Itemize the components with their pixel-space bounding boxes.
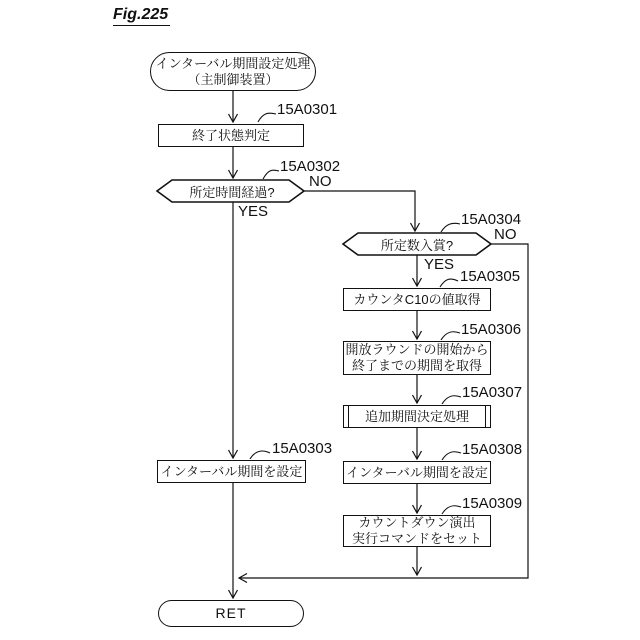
branch-yes-15A0302: YES xyxy=(238,203,269,220)
leader-15A0308 xyxy=(442,452,461,460)
process-end-state-judgment xyxy=(158,124,304,147)
process-open-round-period-line1: 開放ラウンドの開始から xyxy=(345,342,489,358)
subroutine-additional-period-label: 追加期間決定処理 xyxy=(364,408,469,424)
ref-label-15A0302: 15A0302 xyxy=(280,158,341,175)
ref-label-15A0308: 15A0308 xyxy=(462,441,523,458)
return-terminal xyxy=(158,600,304,627)
return-terminal-label: RET xyxy=(215,604,247,621)
ref-label-15A0305: 15A0305 xyxy=(460,268,521,285)
process-countdown-command xyxy=(343,515,491,547)
subroutine-additional-period xyxy=(343,405,491,428)
leader-15A0302 xyxy=(263,170,279,179)
branch-no-15A0304: NO xyxy=(494,226,517,243)
leader-15A0306 xyxy=(441,332,460,340)
ref-label-15A0303: 15A0303 xyxy=(272,440,333,457)
subroutine-right-bar xyxy=(485,406,486,427)
ref-label-15A0304: 15A0304 xyxy=(461,211,522,228)
process-counter-value xyxy=(343,288,491,311)
process-open-round-period xyxy=(343,341,491,375)
subroutine-left-bar xyxy=(348,406,349,427)
ref-label-15A0306: 15A0306 xyxy=(461,321,522,338)
decision-prize-count-label: 所定数入賞? xyxy=(380,237,454,253)
leader-15A0309 xyxy=(442,506,461,514)
process-interval-set-right xyxy=(343,461,491,484)
decision-prize-count xyxy=(345,233,489,255)
decision-time-elapsed-label: 所定時間経過? xyxy=(189,184,275,200)
ref-label-15A0309: 15A0309 xyxy=(462,495,523,512)
leader-15A0301 xyxy=(258,113,276,122)
branch-yes-15A0304: YES xyxy=(424,256,455,273)
leader-15A0307 xyxy=(442,396,461,404)
start-terminal-line1: インターバル期間設定処理 xyxy=(155,55,311,71)
ref-label-15A0307: 15A0307 xyxy=(462,384,523,401)
process-countdown-command-line2: 実行コマンドをセット xyxy=(351,531,482,546)
ref-label-15A0301: 15A0301 xyxy=(277,101,338,118)
decision-time-elapsed xyxy=(160,180,304,202)
process-interval-set-left-label: インターバル期間を設定 xyxy=(160,463,303,479)
process-end-state-judgment-label: 終了状態判定 xyxy=(191,127,270,143)
figure-title: Fig.225 xyxy=(113,6,170,26)
start-terminal xyxy=(150,52,316,91)
process-counter-value-label: カウンタC10の値取得 xyxy=(353,291,481,307)
leader-15A0305 xyxy=(440,279,458,287)
connector-no-15A0302-to-15A0304 xyxy=(304,191,415,231)
leader-15A0303 xyxy=(250,451,270,459)
leader-15A0304 xyxy=(441,223,460,232)
process-interval-set-left xyxy=(157,460,306,483)
branch-no-15A0302: NO xyxy=(309,173,332,190)
start-terminal-line2: （主制御装置） xyxy=(187,71,279,87)
process-open-round-period-line2: 終了までの期間を取得 xyxy=(351,358,482,373)
process-interval-set-right-label: インターバル期間を設定 xyxy=(346,464,488,480)
process-countdown-command-line1: カウントダウン演出 xyxy=(358,515,476,531)
